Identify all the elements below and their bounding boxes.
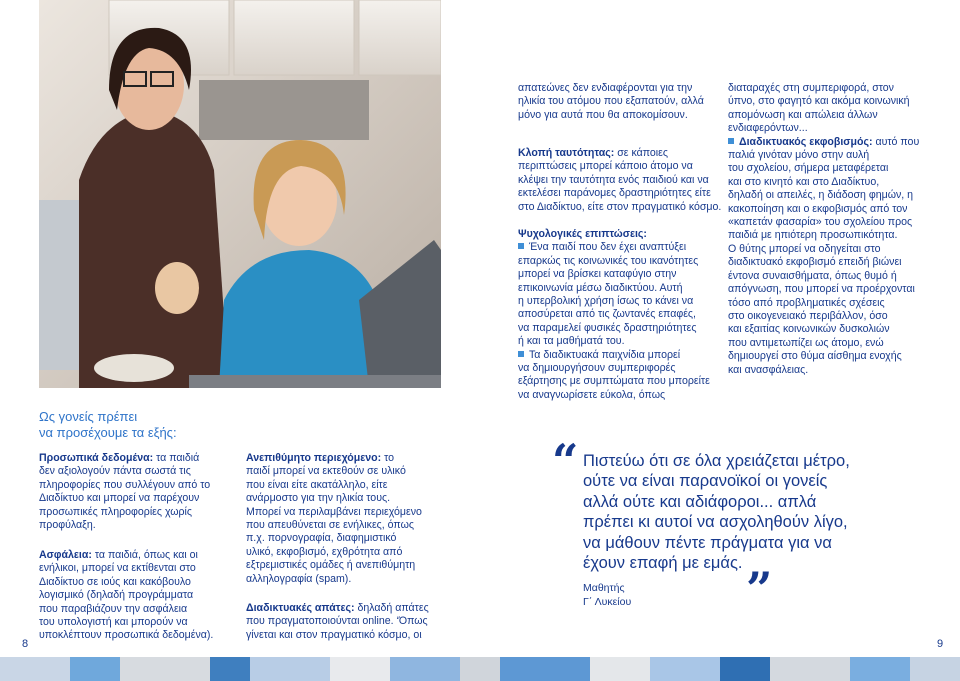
text-line: π.χ. πορνογραφία, διαφημιστικό [246,532,397,545]
quote-line: ούτε να είναι παρανοϊκοί οι γονείς [583,472,828,491]
text-line: που πραγματοποιούνται online. ‘Όπως [246,615,428,628]
text-line: εξτρεμιστικές ομάδες ή ανεπιθύμητη [246,559,416,572]
quote-line: έχουν επαφή με εμάς. [583,554,743,573]
text-line: ανάρμοστο για την ηλικία τους. [246,492,391,505]
text-line: απομόνωση και απώλεια άλλων [728,108,878,121]
close-quote-icon: ” [746,562,773,616]
text-line: παιδιά με ηπιότερη προσωπικότητα. [728,229,898,242]
personal-data-label: Προσωπικά δεδομένα: [39,452,154,464]
text-line: τα παιδιά, όπως και οι [91,549,198,561]
student-quote [583,451,923,573]
quote-line: αλλά ούτε και αδιάφοροι... απλά [583,492,817,511]
text-line: η υπερβολική χρήση ίσως το κάνει να [518,295,694,308]
text-line: προφύλαξη. [39,519,96,532]
text-line: σε κάποιες [614,147,668,159]
text-line: Διαδίκτυο και μπορεί να παρέχουν [39,492,200,505]
open-quote-icon: “ [552,434,579,488]
photo-mother-daughter [39,0,441,388]
page-number-left: 8 [22,638,29,650]
text-line: γίνεται και στον πραγματικό κόσμο, οι [246,628,422,641]
online-scams-label: Διαδικτυακές απάτες: [246,602,355,614]
text-line: που είναι είτε ακατάλληλο, είτε [246,478,388,491]
bullet-icon [518,243,524,249]
col1-safety [39,549,239,643]
text-line: επικοινωνία μέσω διαδικτύου. Αυτή [518,281,683,294]
text-line: υλικό, εκφοβισμό, εχθρότητα από [246,545,403,558]
col1-personal-data [39,452,234,532]
text-line: εκτελέσει παράνομες δραστηριότητες είτε [518,187,711,200]
text-line: Ο θύτης μπορεί να οδηγείται στο [728,242,881,255]
text-line: δημιουργεί στο θύμα αίσθημα ενοχής [728,350,902,363]
text-line: και εξαιτίας κοινωνικών δυσκολιών [728,323,890,336]
cyberbullying-label: Διαδικτυακός εκφοβισμός: [739,135,873,148]
quote-line: να μάθουν πέντε πράγματα για να [583,533,832,552]
text-line: επαρκώς τις κοινωνικές του ικανότητες [518,254,699,267]
text-line: του σχολείου, σήμερα μεταφέρεται [728,162,889,175]
col3-psychological [518,228,723,402]
text-line: απόγνωση, που μπορεί να προέρχονται [728,283,915,296]
text-line: δεν αξιολογούν πάντα σωστά τις [39,465,191,478]
col3-intro [518,82,723,122]
text-line: Μπορεί να περιλαμβάνει περιεχόμενο [246,505,422,518]
decorative-bottom-strip [0,657,960,681]
identity-theft-label: Κλοπή ταυτότητας: [518,147,615,159]
text-line: μόνο για αυτά που θα αποκομίσουν. [518,108,688,121]
text-line: κακοποίηση και ο εκφοβισμός από τον [728,202,908,215]
text-line: κλέψει την ταυτότητα ενός παιδιού και να [518,173,709,186]
text-line: του υπολογιστή και μπορούν να [39,616,188,629]
text-line: ύπνο, στο φαγητό και ακόμα κοινωνική [728,95,910,108]
text-line: Ένα παιδί που δεν έχει αναπτύξει [529,241,687,254]
text-line: στο οικογενειακό περιβάλλον, όσο [728,309,888,322]
text-line: να αναγνωρίσετε εύκολα, όπως [518,388,666,401]
photo-illustration [39,0,441,388]
col2-unwanted-content [246,452,446,586]
text-line: αυτό που [872,135,920,148]
author-grade: Γ΄ Λυκείου [583,596,632,608]
text-line: αποσύρεται από τις ζωντανές επαφές, [518,308,696,321]
text-line: ενδιαφερόντων... [728,122,808,135]
text-line: παιδί μπορεί να εκτεθούν σε υλικό [246,465,406,478]
text-line: και ανασφάλειας. [728,363,809,376]
text-line: περιπτώσεις μπορεί κάποιο άτομο να [518,160,693,173]
page-number-right: 9 [937,638,944,650]
text-line: προσωπικές πληροφορίες χωρίς [39,505,192,518]
text-line: δηλαδή απάτες [354,602,429,614]
text-line: ή και τα μαθήματά του. [518,335,625,348]
unwanted-content-label: Ανεπιθύμητο περιεχόμενο: [246,452,382,464]
text-line: που αντιμετωπίζει ως άτομο, ενώ [728,336,884,349]
text-line: διαδικτυακό εκφοβισμό επειδή βιώνει [728,256,902,269]
text-line: Τα διαδικτυακά παιχνίδια μπορεί [529,348,681,361]
col4-continuation [728,82,933,377]
text-line: που απευθύνεται σε ενήλικες, όπως [246,519,414,532]
text-line: παλιά γινόταν μόνο στην αυλή [728,149,870,162]
text-line: και στο κινητό και στο Διαδίκτυο, [728,175,880,188]
text-line: μπορεί να βρίσκει καταφύγιο στην [518,268,677,281]
text-line: Διαδίκτυο σε ιούς και κακόβουλο [39,575,191,588]
author-name: Μαθητής [583,582,625,594]
col3-identity-theft [518,147,723,214]
text-line: που παραβιάζουν την ασφάλεια [39,602,188,615]
heading-line-2: να προσέχουμε τα εξής: [39,425,177,440]
col2-online-scams [246,602,446,642]
safety-label: Ασφάλεια: [39,549,92,561]
text-line: να δημιουργήσουν συμπεριφορές [518,362,676,375]
text-line: απατεώνες δεν ενδιαφέρονται για την [518,82,693,94]
text-line: ηλικία του ατόμου που εξαπατούν, αλλά [518,95,704,108]
text-line: έντονα συναισθήματα, όπως θυμό ή [728,269,897,282]
quote-line: πρέπει κι αυτοί να ασχοληθούν λίγο, [583,513,848,532]
bullet-icon [518,351,524,357]
heading-line-1: Ως γονείς πρέπει [39,409,138,424]
psychological-label: Ψυχολογικές επιπτώσεις: [518,228,647,240]
text-line: τα παιδιά [153,452,200,464]
text-line: στο Διαδίκτυο, είτε στον πραγματικό κόσμο. [518,200,722,213]
text-line: «καπετάν φασαρία» του σχολείου προς [728,216,913,229]
text-line: λογισμικό (δηλαδή προγράμματα [39,589,194,602]
text-line: αλληλογραφία (spam). [246,572,352,585]
text-line: πληροφορίες που συλλέγουν από το [39,478,211,491]
text-line: εξάρτησης με συμπτώματα που μπορείτε [518,375,710,388]
text-line: διαταραχές στη συμπεριφορά, στον [728,82,894,94]
text-line: τόσο από προβληματικές σχέσεις [728,296,885,309]
text-line: υποκλέπτουν προσωπικά δεδομένα). [39,629,214,642]
text-line: ενήλικοι, μπορεί να εκτίθενται στο [39,562,196,575]
text-line: δηλαδή οι απειλές, η διάδοση φημών, η [728,189,914,202]
quote-line: Πιστεύω ότι σε όλα χρειάζεται μέτρο, [583,452,850,470]
text-line: το [381,452,395,464]
bullet-icon [728,138,734,144]
text-line: να παραμελεί φυσικές δραστηριότητες [518,321,697,334]
section-heading [39,409,229,441]
quote-author [583,581,631,609]
